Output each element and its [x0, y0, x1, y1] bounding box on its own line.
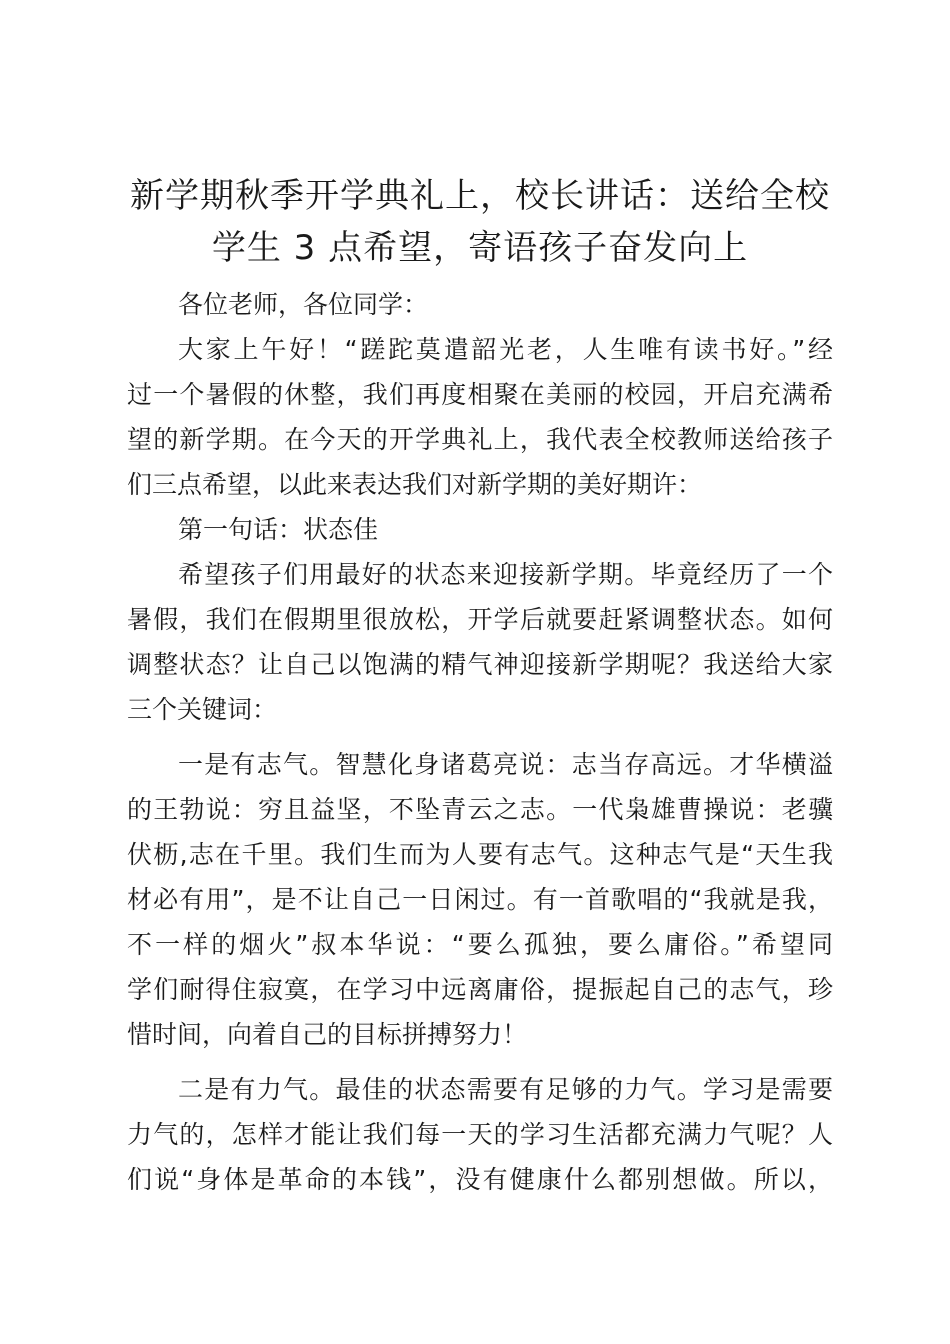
paragraph-line: 暑假，我们在假期里很放松，开学后就要赶紧调整状态。如何: [127, 605, 833, 634]
paragraph-line: 学们耐得住寂寞，在学习中远离庸俗，提振起自己的志气，珍: [127, 975, 833, 1004]
paragraph-line: 二是有力气。最佳的状态需要有足够的力气。学习是需要: [178, 1075, 833, 1104]
document-title: [127, 170, 833, 274]
paragraph-line: 一是有志气。智慧化身诸葛亮说：志当存高远。才华横溢: [178, 750, 833, 779]
paragraph-line: 望的新学期。在今天的开学典礼上，我代表全校教师送给孩子: [127, 425, 833, 454]
paragraph-strength: [127, 1067, 833, 1202]
paragraph-line: 第一句话：状态佳: [178, 515, 379, 544]
paragraph-spacer: [127, 1057, 833, 1067]
paragraph-line: 不一样的烟火”叔本华说：“要么孤独，要么庸俗。”希望同: [127, 930, 833, 959]
title-line: 学生 3 点希望，寄语孩子奋发向上: [211, 228, 749, 268]
title-line: 新学期秋季开学典礼上，校长讲话：送给全校: [130, 176, 830, 216]
paragraph-line: 希望孩子们用最好的状态来迎接新学期。毕竟经历了一个: [178, 560, 833, 589]
paragraph-salutation: [127, 282, 833, 327]
paragraph-line: 惜时间，向着自己的目标拼搏努力！: [127, 1020, 528, 1049]
paragraph-greeting: [127, 327, 833, 507]
paragraph-line: 大家上午好！“蹉跎莫遣韶光老，人生唯有读书好。”经: [178, 335, 833, 364]
paragraph-line: 三个关键词：: [127, 695, 278, 724]
document-body: [127, 282, 833, 1202]
paragraph-spacer: [127, 732, 833, 742]
paragraph-line: 的王勃说：穷且益坚，不坠青云之志。一代枭雄曹操说：老骥: [127, 795, 833, 824]
section-heading: [127, 507, 833, 552]
paragraph-state: [127, 552, 833, 732]
paragraph-line: 过一个暑假的休整，我们再度相聚在美丽的校园，开启充满希: [127, 380, 833, 409]
paragraph-line: 伏枥,志在千里。我们生而为人要有志气。这种志气是“天生我: [127, 840, 833, 869]
paragraph-line: 调整状态？让自己以饱满的精气神迎接新学期呢？我送给大家: [127, 650, 833, 679]
paragraph-ambition: [127, 742, 833, 1057]
document-page: [127, 170, 833, 1202]
paragraph-line: 们三点希望，以此来表达我们对新学期的美好期许：: [127, 470, 703, 499]
paragraph-line: 们说“身体是革命的本钱”，没有健康什么都别想做。所以，: [127, 1165, 833, 1194]
paragraph-line: 力气的，怎样才能让我们每一天的学习生活都充满力气呢？人: [127, 1120, 833, 1149]
paragraph-line: 材必有用”，是不让自己一日闲过。有一首歌唱的“我就是我，: [127, 885, 833, 914]
paragraph-line: 各位老师，各位同学：: [178, 290, 429, 319]
